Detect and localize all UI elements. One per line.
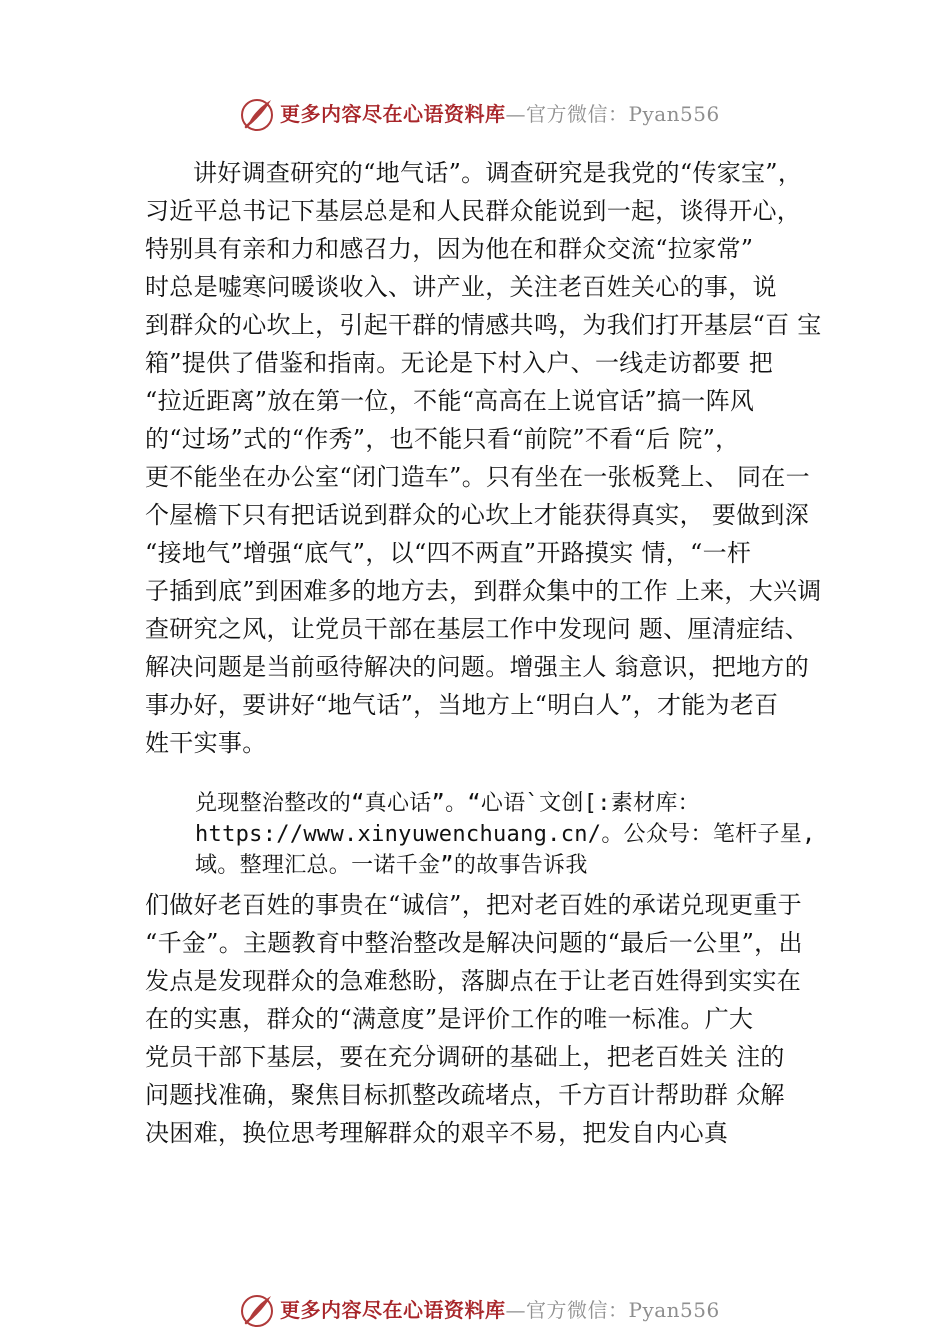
feather-pen-logo-icon xyxy=(238,94,278,134)
feather-pen-logo-icon xyxy=(238,1290,278,1330)
wechat-label: 官方微信： xyxy=(526,102,629,126)
paragraph-earth-talk xyxy=(145,154,835,762)
paragraph-line: 箱”提供了借鉴和指南。无论是下村入户、一线走访都要 把 xyxy=(145,349,773,377)
separator: — xyxy=(505,1298,526,1322)
paragraph-line: 子插到底”到困难多的地方去，到群众集中的工作 上来，大兴调 xyxy=(145,577,822,605)
paragraph-line: 事办好，要讲好“地气话”，当地方上“明白人”，才能为老百 xyxy=(145,691,779,719)
paragraph-line: 域。整理汇总。一诺千金”的故事告诉我 xyxy=(195,853,588,878)
paragraph-line: 到群众的心坎上，引起干群的情感共鸣，为我们打开基层“百 宝 xyxy=(145,311,822,339)
brand-text: 更多内容尽在心语资料库 xyxy=(280,1298,506,1322)
paragraph-sincere-talk xyxy=(195,788,835,881)
paragraph-line: 们做好老百姓的事贵在“诚信”，把对老百姓的承诺兑现更重于 xyxy=(145,891,802,919)
paragraph-line: 的“过场”式的“作秀”，也不能只看“前院”不看“后 院”， xyxy=(145,425,740,453)
paragraph-line: 决困难，换位思考理解群众的艰辛不易，把发自内心真 xyxy=(145,1119,729,1147)
paragraph-line: 问题找准确，聚焦目标抓整改疏堵点，千方百计帮助群 众解 xyxy=(145,1081,785,1109)
paragraph-line: 特别具有亲和力和感召力，因为他在和群众交流“拉家常” xyxy=(145,235,754,263)
footer-banner xyxy=(0,1290,950,1330)
paragraph-line: 党员干部下基层，要在充分调研的基础上，把老百姓关 注的 xyxy=(145,1043,785,1071)
footer-banner-text xyxy=(280,1296,720,1324)
paragraph-line: 个屋檐下只有把话说到群众的心坎上才能获得真实， 要做到深 xyxy=(145,501,810,529)
separator: — xyxy=(505,102,526,126)
paragraph-line: 更不能坐在办公室“闭门造车”。只有坐在一张板凳上、 同在一 xyxy=(145,463,810,491)
paragraph-line: 时总是嘘寒问暖谈收入、讲产业，关注老百姓关心的事，说 xyxy=(145,273,777,301)
paragraph-line: 姓干实事。 xyxy=(145,729,267,757)
paragraph-line: “接地气”增强“底气”，以“四不两直”开路摸实 情，“一杆 xyxy=(145,539,752,567)
paragraph-line: 兑现整治整改的“真心话”。“心语`文创[:素材库： xyxy=(195,791,700,816)
paragraph-line: “拉近距离”放在第一位，不能“高高在上说官话”搞一阵风 xyxy=(145,387,755,415)
paragraph-line: 习近平总书记下基层总是和人民群众能说到一起，谈得开心， xyxy=(145,197,802,225)
wechat-id: Pyan556 xyxy=(628,1298,720,1322)
header-banner-text xyxy=(280,100,720,128)
wechat-id: Pyan556 xyxy=(628,102,720,126)
paragraph-line: 查研究之风，让党员干部在基层工作中发现问 题、厘清症结、 xyxy=(145,615,810,643)
paragraph-line: https://www.xinyuwenchuang.cn/。公众号：笔杆子星, xyxy=(195,822,816,847)
paragraph-line: 讲好调查研究的“地气话”。调查研究是我党的“传家宝”， xyxy=(193,159,803,187)
paragraph-line: 在的实惠，群众的“满意度”是评价工作的唯一标准。广大 xyxy=(145,1005,754,1033)
paragraph-continuation xyxy=(145,886,835,1152)
wechat-label: 官方微信： xyxy=(526,1298,629,1322)
paragraph-line: 解决问题是当前亟待解决的问题。增强主人 翁意识，把地方的 xyxy=(145,653,810,681)
brand-text: 更多内容尽在心语资料库 xyxy=(280,102,506,126)
header-banner xyxy=(0,94,950,134)
paragraph-line: 发点是发现群众的急难愁盼，落脚点在于让老百姓得到实实在 xyxy=(145,967,802,995)
paragraph-line: “千金”。主题教育中整治整改是解决问题的“最后一公里”，出 xyxy=(145,929,803,957)
